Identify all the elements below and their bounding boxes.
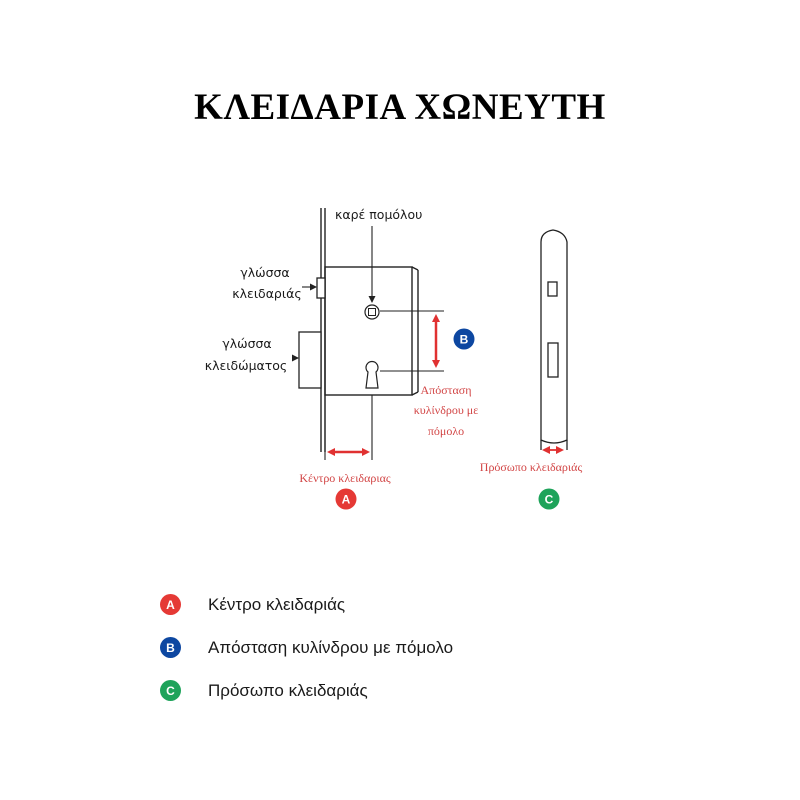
label-lock-face: Πρόσωπο κλειδαριάς	[479, 460, 583, 474]
handle-square	[365, 305, 379, 319]
svg-text:B: B	[459, 332, 469, 347]
label-lock-center: Κέντρο κλειδαριας	[299, 471, 391, 485]
label-latch-line2: κλειδαριάς	[232, 286, 302, 301]
legend-text-B: Απόσταση κυλίνδρου με πόμολο	[208, 637, 454, 657]
badge-B	[454, 329, 475, 350]
badge-B-icon: B	[160, 637, 181, 658]
label-handle-square: καρέ πομόλου	[335, 207, 423, 222]
svg-text:C: C	[544, 492, 554, 507]
label-distance-line1: Απόσταση	[420, 383, 472, 397]
legend-item-A	[160, 583, 453, 626]
label-distance-line3: πόμολο	[427, 424, 465, 438]
faceplate-front-view	[541, 230, 567, 450]
label-bolt-line2: κλειδώματος	[204, 358, 288, 373]
legend-text-C: Πρόσωπο κλειδαριάς	[208, 680, 368, 700]
legend-item-C	[160, 669, 453, 712]
label-bolt-line1: γλώσσα	[222, 336, 272, 351]
legend	[160, 583, 453, 712]
label-distance-line2: κυλίνδρου με	[413, 403, 479, 417]
cylinder-hole	[366, 362, 378, 388]
latch-tongue	[317, 278, 325, 298]
svg-text:A: A	[341, 492, 351, 507]
page-title: ΚΛΕΙΔΑΡΙΑ ΧΩΝΕΥΤΗ	[194, 87, 606, 128]
legend-text-A: Κέντρο κλειδαριάς	[208, 594, 346, 614]
legend-item-B	[160, 626, 453, 669]
bolt-tongue	[299, 332, 321, 388]
badge-A	[336, 489, 357, 510]
label-latch-line1: γλώσσα	[240, 265, 290, 280]
badge-C	[539, 489, 560, 510]
badge-C-icon: C	[160, 680, 181, 701]
badge-A-icon: A	[160, 594, 181, 615]
